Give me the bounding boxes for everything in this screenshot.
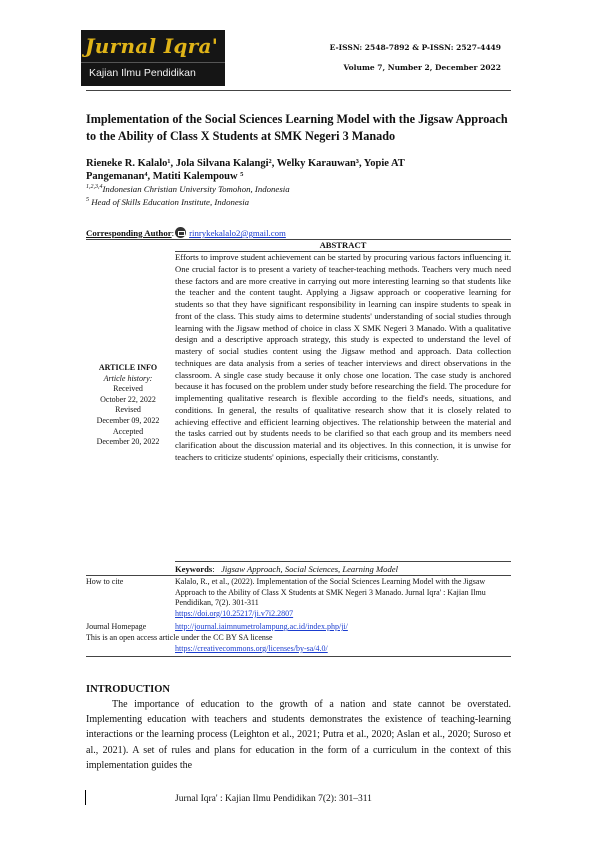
- revised-label: Revised: [115, 405, 141, 415]
- volume-line: Volume 7, Number 2, December 2022: [343, 63, 501, 72]
- introduction-heading: INTRODUCTION: [86, 684, 171, 695]
- corresponding-author: Corresponding Author: rinrykekalalo2@gmail.com: [86, 228, 286, 238]
- citation-top-rule: [86, 575, 511, 576]
- revised-date: December 09, 2022: [96, 415, 160, 425]
- issn-line: E-ISSN: 2548-7892 & P-ISSN: 2527-4449: [329, 43, 501, 52]
- license-link[interactable]: https://creativecommons.org/licenses/by-sa/4.0/: [175, 644, 328, 653]
- envelope-icon: [175, 227, 186, 238]
- journal-logo: [81, 30, 225, 86]
- doi-link[interactable]: https://doi.org/10.25217/ji.v7i2.2807: [175, 608, 294, 618]
- header-rule: [86, 90, 511, 91]
- accepted-label: Accepted: [112, 426, 144, 436]
- license-text: This is an open access article under the CC BY SA license: [86, 633, 273, 642]
- logo-subtitle: Kajian Ilmu Pendidikan: [89, 67, 196, 79]
- affiliation-1-text: Indonesian Christian University Tomohon, Indonesia: [102, 184, 290, 194]
- author-email-link[interactable]: rinrykekalalo2@gmail.com: [189, 228, 286, 238]
- keywords: Keywords: Jigsaw Approach, Social Sciences, Learning Model: [175, 564, 398, 574]
- logo-title: Jurnal Iqra': [85, 34, 219, 58]
- footer-bar: [85, 790, 86, 805]
- affiliation-1: [86, 184, 290, 194]
- affiliation-2-text: Head of Skills Education Institute, Indonesia: [91, 197, 250, 207]
- journal-homepage-link[interactable]: http://journal.iaimnumetrolampung.ac.id/index.php/ji/: [175, 622, 348, 631]
- accepted-date: December 20, 2022: [96, 437, 160, 447]
- received-date: October 22, 2022: [100, 394, 156, 404]
- citation: [175, 577, 515, 619]
- keywords-value: Jigsaw Approach, Social Sciences, Learning Model: [221, 564, 398, 574]
- received-label: Received: [113, 384, 143, 394]
- affiliation-2-sup: 5: [86, 197, 89, 204]
- journal-homepage-label: Journal Homepage: [86, 622, 147, 631]
- keywords-label: Keywords: [175, 564, 213, 574]
- introduction-text: The importance of education to the growth of a nation and state cannot be overstated. Implementing education with teachers and students demonstrates the existence of teaching-learning interactions or the learning process (Leighton et al., 2021; Putra et al., 2020; Aslan et al., 2020; Suroso et al., 2021). A set of rules and plans for education in the form of a curriculum in the context of this implementation guides the: [86, 699, 511, 771]
- article-info: [87, 363, 169, 448]
- author-list: [86, 157, 511, 183]
- logo-divider: [81, 62, 225, 63]
- affiliation-2: [86, 197, 249, 207]
- article-history-label: Article history:: [103, 373, 153, 383]
- keywords-rule: [175, 561, 511, 562]
- corresponding-label: Corresponding Author: [86, 228, 172, 238]
- abstract-heading: ABSTRACT: [319, 240, 367, 250]
- author-line-1: Rieneke R. Kalalo¹, Jola Silvana Kalangi², Welky Karauwan³, Yopie AT: [86, 158, 405, 169]
- abstract-text: Efforts to improve student achievement can be started by procuring various factors influencing it. One crucial factor is to present a variety of teacher-teaching methods. Teachers very much need these factors and are more creative in carrying out more interesting learning so that students like the teacher and the content taught. Applying a Jigsaw approach or cooperative learning for students so that they have significant responsibility in learning can inspire students to speak in front of the class. This study aims to determine students' understanding of social studies through learning with the Jigsaw method of choice in class X SMK Negeri 3 Manado. With a qualitative design and a descriptive approach strategy, this study is expected to understand the level of mastery of social studies content using the Jigsaw method and approach. Data collection techniques are data analysis from a series of teacher interviews and direct observations in the classroom. A single case study because it only chose one location. The case study is anchored because it has focused on the problem under study before researching the field. The procedure for implementing qualitative research is flexible according to the field's needs, situations, and conditions. In general, the results of qualitative research show that it is closely related to achieving effective and efficient learning objectives. The relationship between the material and the tasks carried out by students needs to be clarified so that each group and its members need clarification about the discussion material and its objectives. In this connection, it is unwise for teachers to criticize students' opinions, especially their criticisms, constantly.: [175, 252, 511, 462]
- citation-text: Kalalo, R., et al., (2022). Implementation of the Social Sciences Learning Model with the Jigsaw Approach to the Ability of Class X Students at SMK Negeri 3 Manado. Jurnal Iqra' : Kajian Ilmu Pendidikan, 7(2). 301-311: [175, 577, 486, 608]
- page-footer: Jurnal Iqra' : Kajian Ilmu Pendidikan 7(2): 301–311: [175, 794, 372, 804]
- paper-title: Implementation of the Social Sciences Learning Model with the Jigsaw Approach to the Ability of Class X Students at SMK Negeri 3 Manado: [86, 112, 508, 143]
- citation-bottom-rule: [86, 656, 511, 657]
- article-info-title: ARTICLE INFO: [98, 363, 158, 372]
- how-to-cite-label: How to cite: [86, 577, 124, 586]
- author-line-2: Pangemanan⁴, Matiti Kalempouw ⁵: [86, 171, 244, 182]
- affiliation-1-sup: 1,2,3,4: [86, 184, 103, 191]
